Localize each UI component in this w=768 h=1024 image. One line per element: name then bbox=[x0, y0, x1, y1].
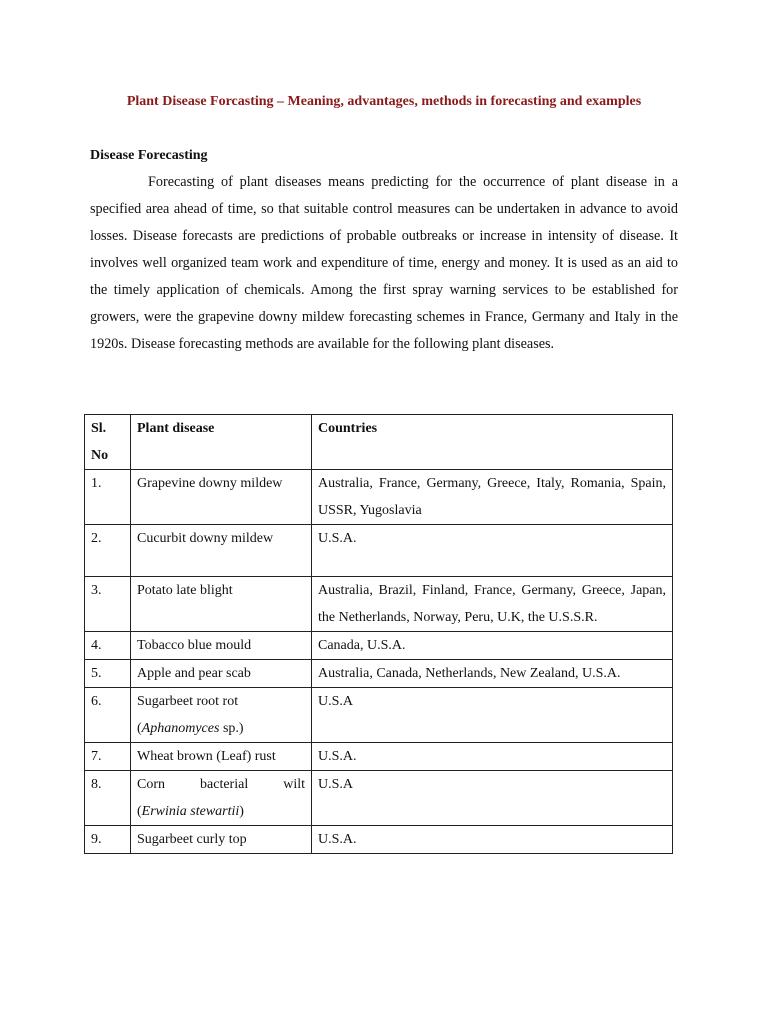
cell-countries: Australia, Brazil, Finland, France, Germany, Greece, Japan, the Netherlands, Norway, Peru, U.K, the U.S.S.R. bbox=[312, 577, 673, 632]
scientific-name: Aphanomyces bbox=[141, 721, 220, 736]
table-row bbox=[85, 525, 673, 577]
cell-sl: 3. bbox=[85, 577, 131, 632]
table-row bbox=[85, 577, 673, 632]
section-heading: Disease Forecasting bbox=[90, 148, 208, 163]
cell-countries: Australia, Canada, Netherlands, New Zealand, U.S.A. bbox=[312, 660, 673, 688]
cell-sl: 2. bbox=[85, 525, 131, 577]
forecasting-table bbox=[84, 414, 673, 854]
body-paragraph: Forecasting of plant diseases means predicting for the occurrence of plant disease in a specified area ahead of time, so that suitable control measures can be undertaken in advance to avoid losses. Disease forecasts are predictions of probable outbreaks or increase in intensity of disease. It involves well organized team work and expenditure of time, energy and money. It is used as an aid to the timely application of chemicals. Among the first spray warning services to be established for growers, were the grapevine downy mildew forecasting schemes in France, Germany and Italy in the 1920s. Disease forecasting methods are available for the following plant diseases. bbox=[90, 174, 678, 352]
cell-disease: Potato late blight bbox=[131, 577, 312, 632]
cell-countries: U.S.A. bbox=[312, 826, 673, 854]
cell-sl: 7. bbox=[85, 743, 131, 771]
cell-disease: Wheat brown (Leaf) rust bbox=[131, 743, 312, 771]
table-row bbox=[85, 688, 673, 743]
cell-sl: 4. bbox=[85, 632, 131, 660]
table-row bbox=[85, 632, 673, 660]
cell-countries: Australia, France, Germany, Greece, Italy, Romania, Spain, USSR, Yugoslavia bbox=[312, 470, 673, 525]
table-row bbox=[85, 660, 673, 688]
cell-sl: 5. bbox=[85, 660, 131, 688]
cell-disease: Apple and pear scab bbox=[131, 660, 312, 688]
cell-countries: U.S.A bbox=[312, 688, 673, 743]
page-title: Plant Disease Forcasting – Meaning, advantages, methods in forecasting and examples bbox=[126, 94, 642, 109]
cell-countries: U.S.A. bbox=[312, 525, 673, 577]
cell-sl: 9. bbox=[85, 826, 131, 854]
cell-sl: 8. bbox=[85, 771, 131, 826]
table-row bbox=[85, 470, 673, 525]
cell-disease: Cucurbit downy mildew bbox=[131, 525, 312, 577]
header-plant-disease: Plant disease bbox=[131, 415, 312, 470]
cell-disease: Sugarbeet curly top bbox=[131, 826, 312, 854]
cell-disease: Sugarbeet root rot (Aphanomyces sp.) bbox=[131, 688, 312, 743]
header-countries: Countries bbox=[312, 415, 673, 470]
table-row bbox=[85, 826, 673, 854]
header-sl-no: Sl. No bbox=[85, 415, 131, 470]
table-header-row bbox=[85, 415, 673, 470]
table-row bbox=[85, 771, 673, 826]
cell-disease: Tobacco blue mould bbox=[131, 632, 312, 660]
cell-countries: U.S.A bbox=[312, 771, 673, 826]
scientific-name: Erwinia stewartii bbox=[141, 804, 240, 819]
cell-sl: 6. bbox=[85, 688, 131, 743]
cell-disease: Corn bacterial wilt (Erwinia stewartii) bbox=[131, 771, 312, 826]
cell-sl: 1. bbox=[85, 470, 131, 525]
cell-countries: U.S.A. bbox=[312, 743, 673, 771]
cell-countries: Canada, U.S.A. bbox=[312, 632, 673, 660]
cell-disease: Grapevine downy mildew bbox=[131, 470, 312, 525]
table-row bbox=[85, 743, 673, 771]
